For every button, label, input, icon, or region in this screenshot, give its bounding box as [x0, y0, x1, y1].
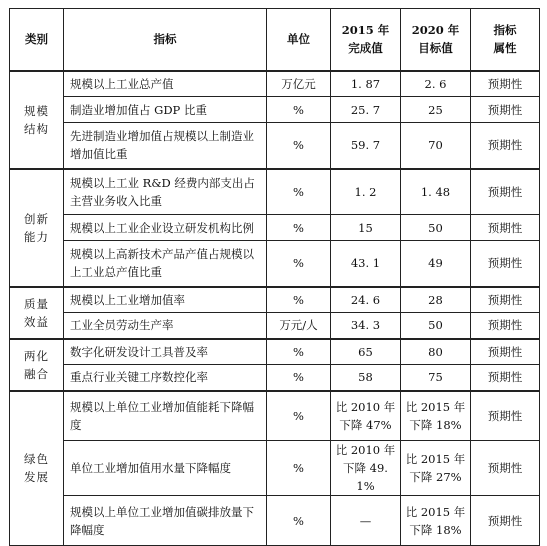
- unit-cell: %: [267, 339, 331, 365]
- unit-cell: %: [267, 169, 331, 215]
- attribute-cell: 预期性: [471, 391, 540, 441]
- unit-cell: %: [267, 241, 331, 287]
- indicator-cell: 重点行业关键工序数控化率: [64, 365, 267, 391]
- header-attribute: 指标 属性: [471, 9, 540, 71]
- unit-cell: 万亿元: [267, 71, 331, 97]
- value-2015-cell: 15: [331, 215, 401, 241]
- attribute-cell: 预期性: [471, 71, 540, 97]
- unit-cell: %: [267, 215, 331, 241]
- table-row: [10, 313, 540, 339]
- value-2020-cell: 50: [401, 313, 471, 339]
- unit-cell: %: [267, 496, 331, 546]
- category-cell: 两化 融合: [10, 339, 64, 391]
- unit-cell: %: [267, 391, 331, 441]
- category-cell: 规模 结构: [10, 71, 64, 169]
- attribute-cell: 预期性: [471, 496, 540, 546]
- header-2015-completed: 2015 年 完成值: [331, 9, 401, 71]
- value-2020-cell: 28: [401, 287, 471, 313]
- table-row: [10, 391, 540, 441]
- unit-cell: %: [267, 97, 331, 123]
- indicator-cell: 单位工业增加值用水量下降幅度: [64, 441, 267, 496]
- category-cell: 质量 效益: [10, 287, 64, 339]
- table-row: [10, 215, 540, 241]
- value-2020-cell: 70: [401, 123, 471, 169]
- indicator-cell: 规模以上工业增加值率: [64, 287, 267, 313]
- value-2015-cell: 比 2010 年 下降 47%: [331, 391, 401, 441]
- value-2020-cell: 比 2015 年 下降 18%: [401, 496, 471, 546]
- indicator-cell: 规模以上工业 R&D 经费内部支出占主营业务收入比重: [64, 169, 267, 215]
- header-unit: 单位: [267, 9, 331, 71]
- value-2020-cell: 比 2015 年 下降 27%: [401, 441, 471, 496]
- attribute-cell: 预期性: [471, 287, 540, 313]
- table-row: [10, 241, 540, 287]
- value-2020-cell: 49: [401, 241, 471, 287]
- attribute-cell: 预期性: [471, 215, 540, 241]
- value-2020-cell: 80: [401, 339, 471, 365]
- indicator-cell: 数字化研发设计工具普及率: [64, 339, 267, 365]
- attribute-cell: 预期性: [471, 339, 540, 365]
- unit-cell: %: [267, 287, 331, 313]
- header-2020-target: 2020 年 目标值: [401, 9, 471, 71]
- value-2015-cell: —: [331, 496, 401, 546]
- indicator-cell: 工业全员劳动生产率: [64, 313, 267, 339]
- indicator-cell: 规模以上单位工业增加值能耗下降幅度: [64, 391, 267, 441]
- indicator-cell: 先进制造业增加值占规模以上制造业增加值比重: [64, 123, 267, 169]
- indicator-cell: 规模以上单位工业增加值碳排放量下降幅度: [64, 496, 267, 546]
- table-row: [10, 496, 540, 546]
- value-2020-cell: 1. 48: [401, 169, 471, 215]
- indicator-cell: 制造业增加值占 GDP 比重: [64, 97, 267, 123]
- value-2020-cell: 2. 6: [401, 71, 471, 97]
- header-indicator: 指标: [64, 9, 267, 71]
- value-2020-cell: 50: [401, 215, 471, 241]
- table-row: [10, 97, 540, 123]
- unit-cell: 万元/人: [267, 313, 331, 339]
- value-2020-cell: 25: [401, 97, 471, 123]
- table-row: [10, 169, 540, 215]
- value-2015-cell: 58: [331, 365, 401, 391]
- value-2015-cell: 65: [331, 339, 401, 365]
- table-row: [10, 123, 540, 169]
- indicator-cell: 规模以上工业总产值: [64, 71, 267, 97]
- value-2015-cell: 1. 2: [331, 169, 401, 215]
- table-row: [10, 287, 540, 313]
- table-row: [10, 71, 540, 97]
- table-row: [10, 441, 540, 496]
- value-2015-cell: 24. 6: [331, 287, 401, 313]
- attribute-cell: 预期性: [471, 313, 540, 339]
- indicator-cell: 规模以上工业企业设立研发机构比例: [64, 215, 267, 241]
- category-cell: 创新 能力: [10, 169, 64, 287]
- attribute-cell: 预期性: [471, 123, 540, 169]
- unit-cell: %: [267, 441, 331, 496]
- unit-cell: %: [267, 123, 331, 169]
- table-row: [10, 339, 540, 365]
- indicator-table: [9, 8, 540, 546]
- unit-cell: %: [267, 365, 331, 391]
- attribute-cell: 预期性: [471, 441, 540, 496]
- attribute-cell: 预期性: [471, 365, 540, 391]
- attribute-cell: 预期性: [471, 241, 540, 287]
- table-row: [10, 365, 540, 391]
- attribute-cell: 预期性: [471, 97, 540, 123]
- value-2015-cell: 34. 3: [331, 313, 401, 339]
- value-2020-cell: 75: [401, 365, 471, 391]
- indicator-cell: 规模以上高新技术产品产值占规模以上工业总产值比重: [64, 241, 267, 287]
- value-2015-cell: 1. 87: [331, 71, 401, 97]
- value-2015-cell: 43. 1: [331, 241, 401, 287]
- attribute-cell: 预期性: [471, 169, 540, 215]
- value-2015-cell: 25. 7: [331, 97, 401, 123]
- value-2020-cell: 比 2015 年 下降 18%: [401, 391, 471, 441]
- header-category: 类别: [10, 9, 64, 71]
- value-2015-cell: 比 2010 年 下降 49. 1%: [331, 441, 401, 496]
- value-2015-cell: 59. 7: [331, 123, 401, 169]
- category-cell: 绿色 发展: [10, 391, 64, 546]
